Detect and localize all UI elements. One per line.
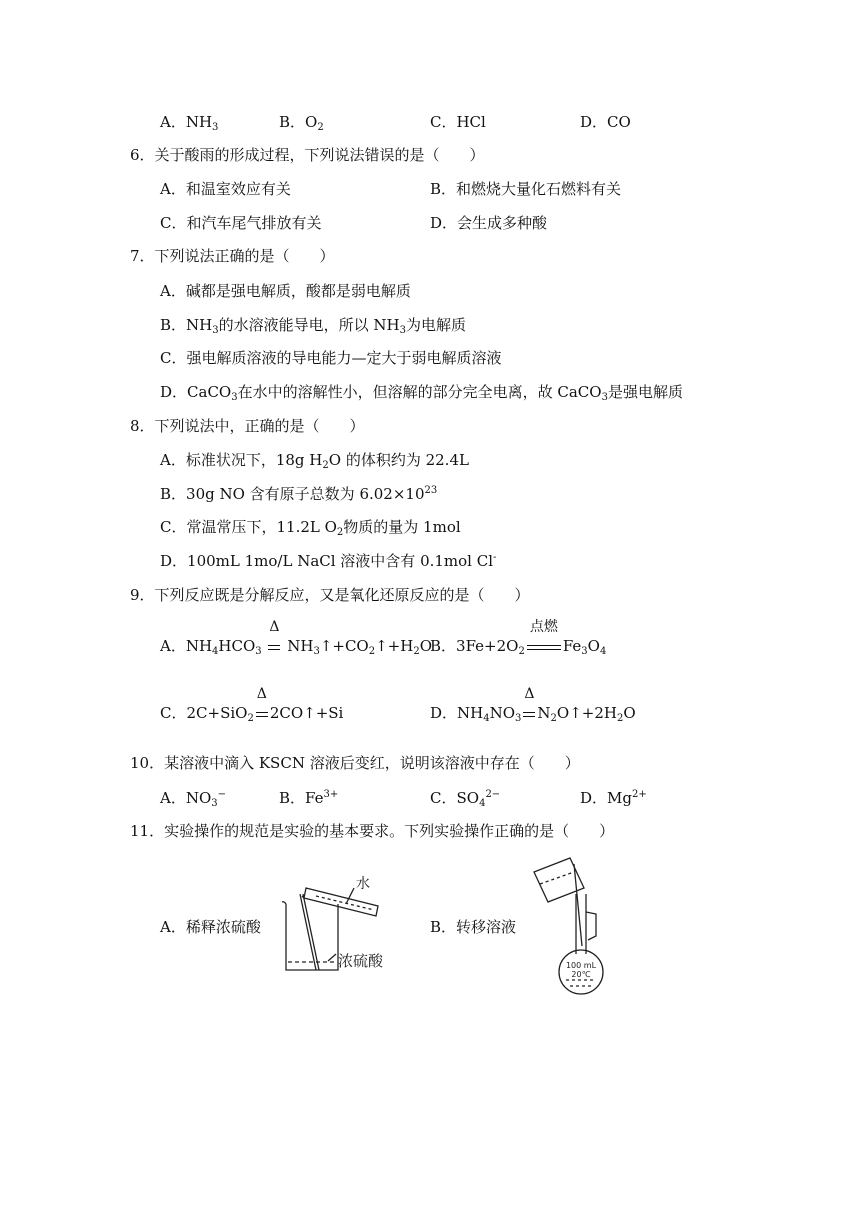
dilution-figure	[276, 866, 396, 978]
q5-option-a: A．$NH_3$	[160, 113, 219, 133]
q8-option-b: B．30g NO 含有原子总数为 $6.02\times 10^{23}$	[160, 485, 438, 503]
q8-stem: 8．下列说法中，正确的是（ ）	[130, 417, 365, 435]
q8-option-c: C．常温常压下，11.2L $O_2$物质的量为 1mol	[160, 518, 461, 538]
q10-stem: 10．某溶液中滴入 KSCN 溶液后变红，说明该溶液中存在（ ）	[130, 754, 580, 772]
flask-volume-label: 100 mL	[565, 961, 597, 970]
water-label: 水	[356, 876, 370, 892]
q7-option-d: D．CaCO$_3$在水中的溶解性小，但溶解的部分完全电离，故 CaCO$_3$是强电解质	[160, 383, 683, 403]
q9-option-a: A．$NH_4HCO_3$ Δ $NH_3↑+CO_2↑+H_2O$	[160, 619, 433, 657]
q7-stem: 7．下列说法正确的是（ ）	[130, 247, 335, 265]
q9-c-heat-condition: Δ	[254, 703, 270, 723]
q5-option-b: B．$O_2$	[279, 113, 324, 133]
q10-option-b: B．$Fe^{3+}$	[279, 789, 339, 807]
q6-option-b: B．和燃烧大量化石燃料有关	[430, 180, 622, 198]
q5-option-d: D．CO	[580, 113, 631, 131]
acid-label: 浓硫酸	[338, 952, 384, 970]
q5-option-c: C．HCl	[430, 113, 486, 131]
q7-option-b: B．$NH_3$的水溶液能导电，所以 $NH_3$为电解质	[160, 316, 466, 336]
q9-d-heat-condition: Δ	[521, 703, 537, 723]
q7-option-c: C．强电解质溶液的导电能力—定大于弱电解质溶液	[160, 349, 502, 367]
q6-option-c: C．和汽车尾气排放有关	[160, 214, 322, 232]
q6-stem: 6．关于酸雨的形成过程，下列说法错误的是（ ）	[130, 146, 485, 164]
q8-option-a: A．标准状况下，18g $H_2O$ 的体积约为 22.4L	[160, 451, 469, 471]
q11-option-a: A．稀释浓硫酸	[160, 918, 261, 936]
flask-temp-label: 20℃	[571, 970, 591, 979]
q10-option-a: A．$NO_3^-$	[160, 789, 227, 809]
q11-stem: 11．实验操作的规范是实验的基本要求。下列实验操作正确的是（ ）	[130, 822, 615, 840]
q9-b-ignite-condition: 点燃	[525, 636, 563, 656]
q11-option-b: B．转移溶液	[430, 918, 517, 936]
q9-stem: 9．下列反应既是分解反应，又是氧化还原反应的是（ ）	[130, 586, 530, 604]
transfer-figure	[526, 850, 616, 996]
q9-option-c: C．2C+SiO$_2$ Δ 2CO↑+Si	[160, 686, 344, 724]
q10-option-d: D．$Mg^{2+}$	[580, 789, 647, 807]
q6-option-a: A．和温室效应有关	[160, 180, 291, 198]
q9-a-heat-condition: Δ	[266, 636, 282, 656]
q9-option-d: D．$NH_4NO_3$ Δ $N_2O↑+2H_2O$	[430, 686, 636, 724]
q8-option-d: D．100mL 1mo/L NaCl 溶液中含有 0.1mol Cl-	[160, 552, 497, 570]
q7-option-a: A．碱都是强电解质，酸都是弱电解质	[160, 282, 411, 300]
q9-option-b: B．$3Fe+2O_2$ 点燃 $Fe_3O_4$	[430, 619, 607, 657]
q6-option-d: D．会生成多种酸	[430, 214, 548, 232]
q10-option-c: C．$SO_4^{2-}$	[430, 789, 501, 809]
